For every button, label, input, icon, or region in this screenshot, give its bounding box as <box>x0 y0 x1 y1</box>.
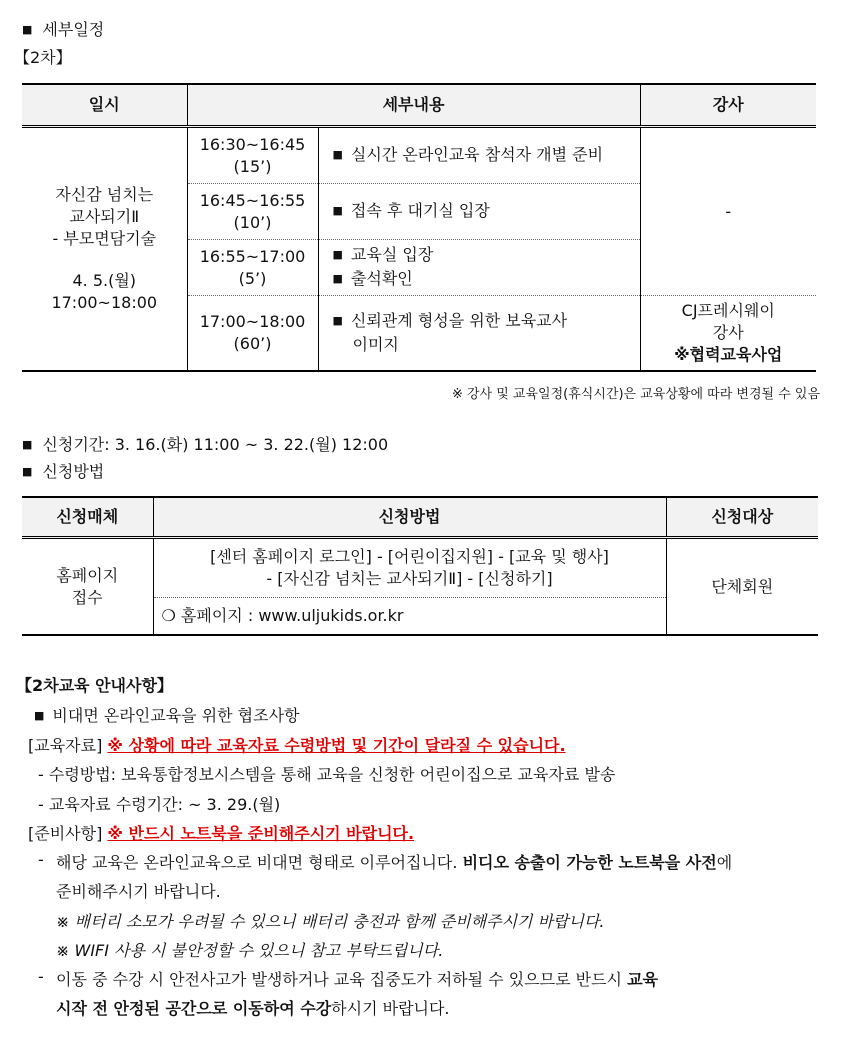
detail-cell: ■ 접속 후 대기실 입장 <box>318 184 640 240</box>
header-lecturer: 강사 <box>640 84 816 127</box>
material-line: - 수령방법: 보육통합정보시스템을 통해 교육을 신청한 어린이집으로 교육자료 발송 <box>38 765 616 784</box>
move-line-1: 이동 중 수강 시 안전사고가 발생하거나 교육 집중도가 저하될 수 있으므로 반드시 교육 <box>56 970 659 989</box>
notice-subtitle: ■ 비대면 온라인교육을 위한 협조사항 <box>34 703 300 726</box>
media-cell: 홈페이지 접수 <box>56 565 119 607</box>
material-line: - 교육자료 수령기간: ~ 3. 29.(월) <box>38 795 281 814</box>
time-cell: 17:00~18:00 (60’) <box>187 296 318 372</box>
method-cell: [센터 홈페이지 로그인] - [어린이집지원] - [교육 및 행사] - [자신감 넘치는 교사되기Ⅱ] - [신청하기] <box>153 538 666 598</box>
header-detail: 세부내용 <box>187 84 640 127</box>
apply-table <box>22 496 818 636</box>
schedule-table <box>22 83 816 372</box>
header-method: 신청방법 <box>153 497 666 538</box>
apply-period: ■ 신청기간: 3. 16.(화) 11:00 ~ 3. 22.(월) 12:00 <box>22 432 388 455</box>
time-cell: 16:45~16:55 (10’) <box>187 184 318 240</box>
lecturer-cell-bottom: CJ프레시웨이 강사 ※협력교육사업 <box>640 296 816 372</box>
prep-dash: - <box>38 850 44 869</box>
apply-method-heading: ■ 신청방법 <box>22 459 104 482</box>
prep-warning: ※ 반드시 노트북을 준비해주시기 바랍니다. <box>107 824 415 843</box>
move-dash: - <box>38 967 44 986</box>
prep-line-1: 해당 교육은 온라인교육으로 비대면 형태로 이루어집니다. 비디오 송출이 가능한 노트북을 사전에 <box>56 853 733 872</box>
round-label: 【2차】 <box>14 48 72 67</box>
header-target: 신청대상 <box>666 497 818 538</box>
date-cell: 자신감 넘치는 교사되기Ⅱ - 부모면담기술 4. 5.(월) 17:00~18:00 <box>51 185 158 312</box>
homepage-cell: ❍ 홈페이지 : www.uljukids.or.kr <box>153 598 666 636</box>
detail-cell: ■ 실시간 온라인교육 참석자 개별 준비 <box>318 127 640 184</box>
notice-title: 【2차교육 안내사항】 <box>16 676 173 695</box>
schedule-note: ※ 강사 및 교육일정(휴식시간)은 교육상황에 따라 변경될 수 있음 <box>451 387 820 402</box>
time-cell: 16:55~17:00 (5’) <box>187 240 318 296</box>
prep-row: [준비사항] ※ 반드시 노트북을 준비해주시기 바랍니다. <box>28 824 415 843</box>
lecturer-cell-top: - <box>640 127 816 296</box>
prep-line-2: 준비해주시기 바랍니다. <box>56 882 221 901</box>
detail-cell: ■ 교육실 입장 ■ 출석확인 <box>318 240 640 296</box>
prep-note-1: ※ 배터리 소모가 우려될 수 있으니 배터리 충전과 함께 준비해주시기 바랍니다. <box>56 912 605 931</box>
header-datetime: 일시 <box>22 84 187 127</box>
detail-cell: ■ 신뢰관계 형성을 위한 보육교사 이미지 <box>318 296 640 372</box>
prep-note-2: ※ WIFI 사용 시 불안정할 수 있으니 참고 부탁드립니다. <box>56 941 444 960</box>
header-media: 신청매체 <box>22 497 153 538</box>
move-line-2: 시작 전 안정된 공간으로 이동하여 수강하시기 바랍니다. <box>56 999 450 1018</box>
material-row: [교육자료] ※ 상황에 따라 교육자료 수령방법 및 기간이 달라질 수 있습니다. <box>28 736 566 755</box>
material-warning: ※ 상황에 따라 교육자료 수령방법 및 기간이 달라질 수 있습니다. <box>107 736 566 755</box>
time-cell: 16:30~16:45 (15’) <box>187 127 318 184</box>
section-heading-detail: ■ 세부일정 <box>22 17 104 40</box>
target-cell: 단체회원 <box>666 538 818 636</box>
